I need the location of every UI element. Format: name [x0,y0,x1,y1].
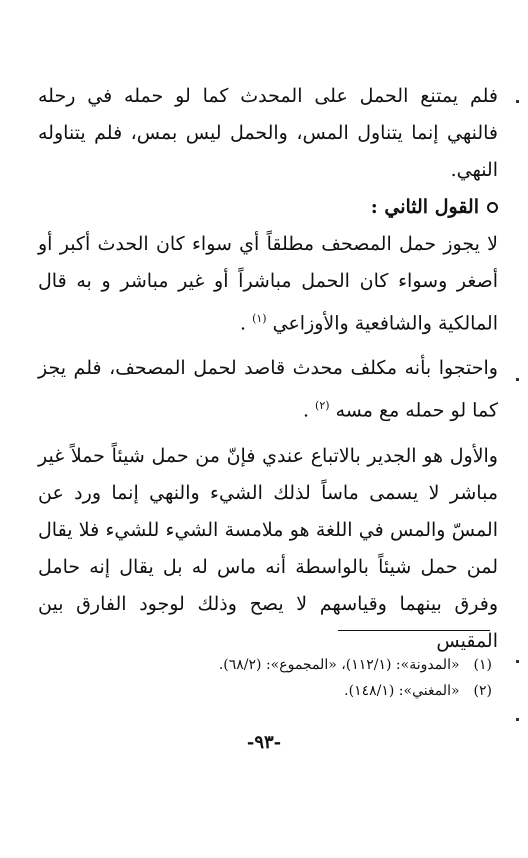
footnote-1-text: «المدونة»: (١١٢/١)، «المجموع»: (٦٨/٢). [218,657,460,673]
paragraph-2-end: . [239,312,247,335]
footnote-1 [38,652,492,678]
footnote-divider [338,630,490,631]
footnote-2-text: «المغني»: (١٤٨/١). [344,683,460,699]
paragraph-4: والأول هو الجدير بالاتباع عندي فإنّ من حمل شيئاً حملاً غير مباشر لا يسمى ماساً لذلك الشيء والنهي إنما ورد عن المسّ والمس في اللغة هو ملامسة الشيء للشيء فلا يقال لمن حمل شيئاً بالواسطة أنه ماس له بل يقال إنه حامل وفرق بينهما وقياسهم لا يصح وذلك لوجود الفارق بين المقيس [38,444,498,652]
footnote-ref-1: (١) [252,312,267,325]
paragraph-2-text: لا يجوز حمل المصحف مطلقاً أي سواء كان الحدث أكبر أو أصغر وسواء كان الحمل مباشراً أو غير مباشر و به قال المالكية والشافعية والأوزاعي [38,233,498,335]
footnote-1-number: (١) [473,657,492,673]
footnote-2 [38,678,492,704]
section-heading-label: القول الثاني : [370,196,479,218]
footnotes [38,652,492,704]
footnote-2-number: (٢) [473,683,492,699]
margin-dot [516,378,519,381]
page-number: -٩٣- [246,732,282,753]
paragraph-3-text: واحتجوا بأنه مكلف محدث قاصد لحمل المصحف، فلم يجز كما لو حمله مع مسه [38,357,498,422]
section-heading [38,189,498,226]
paragraph-1: فلم يمتنع الحمل على المحدث كما لو حمله في رحله فالنهي إنما يتناول المس، والحمل ليس بمس، فلم يتناوله النهي. [38,85,498,181]
paragraph-2 [38,226,498,342]
margin-dot [516,718,519,721]
margin-dot [516,100,519,103]
circle-bullet-icon [487,202,498,213]
main-text [38,78,498,660]
footnote-ref-2: (٢) [315,399,330,413]
margin-dot [516,660,519,663]
paragraph-3-end: . [302,399,309,422]
paragraph-3 [38,350,498,429]
